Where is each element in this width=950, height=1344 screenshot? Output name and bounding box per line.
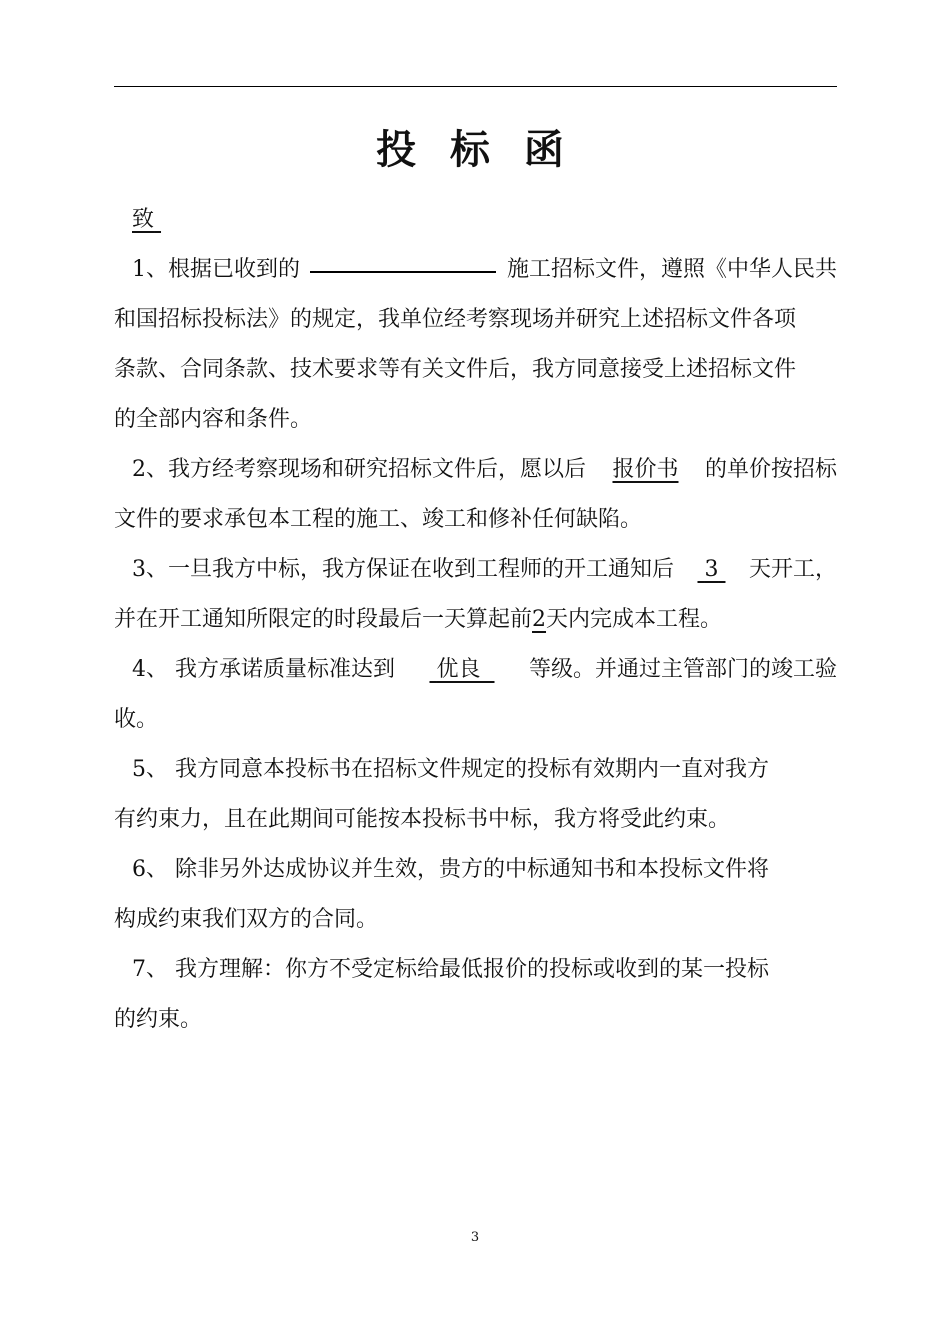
item-5-line-2: 有约束力，且在此期间可能按本投标书中标，我方将受此约束。 [114, 807, 731, 832]
project-name-blank[interactable] [310, 245, 496, 273]
quality-value: 优良 [436, 657, 481, 682]
start-days-value: 3 [704, 557, 719, 582]
item-1-line-1 [114, 245, 837, 295]
salutation-text: 致 [132, 207, 155, 232]
item-2-text-pre: 2、我方经考察现场和研究招标文件后，愿以后 [132, 457, 586, 482]
price-document-reference: 报价书 [612, 457, 679, 482]
item-3-text-post: 天开工， [748, 557, 837, 582]
item-1-text-post: 施工招标文件，遵照《中华人民共 [506, 257, 837, 282]
item-4-line-1 [114, 645, 837, 695]
item-2-text-post: 的单价按招标 [704, 457, 837, 482]
item-4-line-2: 收。 [114, 707, 159, 732]
item-3-line-2-post: 天内完成本工程。 [546, 607, 723, 632]
item-6-line-1: 6、 除非另外达成协议并生效，贵方的中标通知书和本投标文件将 [132, 857, 769, 882]
item-6-line-2: 构成约束我们双方的合同。 [114, 907, 379, 932]
item-5-line-1: 5、 我方同意本投标书在招标文件规定的投标有效期内一直对我方 [132, 757, 769, 782]
item-1-line-2: 和国招标投标法》的规定，我单位经考察现场并研究上述招标文件各项 [114, 307, 797, 332]
item-3-text-pre: 3、一旦我方中标，我方保证在收到工程师的开工通知后 [132, 557, 674, 582]
page-number: 3 [470, 1230, 480, 1245]
item-1-text-pre: 1、根据已收到的 [132, 257, 300, 282]
letter-body [114, 195, 837, 1045]
item-3-line-1 [114, 545, 837, 595]
item-7-line-2: 的约束。 [114, 1007, 203, 1032]
item-2-line-2: 文件的要求承包本工程的施工、竣工和修补任何缺陷。 [114, 507, 643, 532]
item-3-line-2 [114, 595, 837, 645]
salutation [114, 195, 837, 245]
item-7-line-1: 7、 我方理解：你方不受定标给最低报价的投标或收到的某一投标 [132, 957, 769, 982]
item-4-text-pre: 4、 我方承诺质量标准达到 [132, 657, 395, 682]
item-2-line-1 [114, 445, 837, 495]
start-days-field [697, 545, 725, 595]
item-1-line-4: 的全部内容和条件。 [114, 407, 313, 432]
document-title: 投 标 函 [376, 127, 574, 173]
finish-days-value: 2 [532, 607, 547, 632]
item-4-text-post: 等级。并通过主管部门的竣工验 [528, 657, 837, 682]
item-1-line-3: 条款、合同条款、技术要求等有关文件后，我方同意接受上述招标文件 [114, 357, 797, 382]
header-rule [114, 86, 837, 87]
quality-field [429, 645, 494, 695]
item-3-line-2-pre: 并在开工通知所限定的时段最后一天算起前 [114, 607, 533, 632]
